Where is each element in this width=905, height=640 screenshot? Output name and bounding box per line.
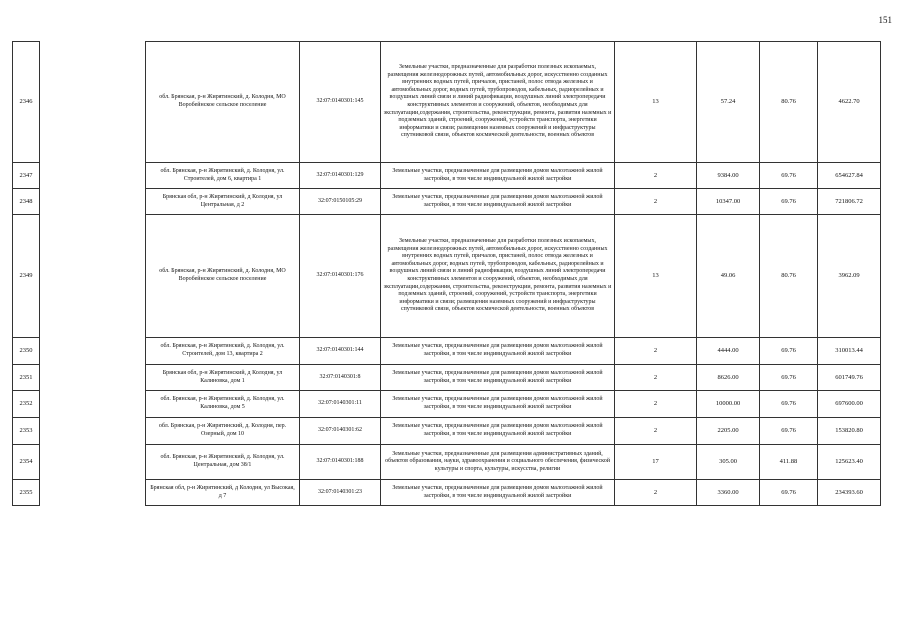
- rate-cell: 80.76: [760, 42, 818, 163]
- rate-cell: 69.76: [760, 365, 818, 391]
- rate-cell: 69.76: [760, 480, 818, 506]
- area-cell: 8626.00: [697, 365, 760, 391]
- area-cell: 3360.00: [697, 480, 760, 506]
- cadastral-number-cell: 32:07:0140301:145: [300, 42, 381, 163]
- blank-column: [40, 163, 146, 189]
- value-cell: 654627.84: [818, 163, 881, 189]
- land-use-cell: Земельные участки, предназначенные для размещения домов малоэтажной жилой застройки, в том числе индивидуальной жилой застройки: [381, 163, 615, 189]
- land-use-cell: Земельные участки, предназначенные для разработки полезных ископаемых, размещения железнодорожных путей, автомобильных дорог, искусственно созданных внутренних водных путей, причалов, пристаней, полос отвода железных и автомобильных дорог, водных путей, трубопроводов, кабельных, радиорелейных и воздушных линий связи и линий радиофикации, воздушных линий электропередачи конструктивных элементов и сооружений, объектов, необходимых для эксплуатации,содержания, строительства, реконструкции, ремонта, развития наземных и подземных зданий, строений, сооружений, устройств транспорта, энергетики информатики и связи; размещения наземных сооружений и инфраструктуры спутниковой связи, объектов космической деятельности, военных объектов: [381, 215, 615, 338]
- cadastral-number-cell: 32:07:0140301:23: [300, 480, 381, 506]
- table-row: [13, 418, 881, 445]
- table-row: [13, 391, 881, 418]
- cadastral-number-cell: 32:07:0140301:129: [300, 163, 381, 189]
- table-row: [13, 445, 881, 480]
- land-use-cell: Земельные участки, предназначенные для размещения домов малоэтажной жилой застройки, в том числе индивидуальной жилой застройки: [381, 365, 615, 391]
- cadastral-number-cell: 32:07:0140301:144: [300, 338, 381, 365]
- area-cell: 49.06: [697, 215, 760, 338]
- address-cell: Брянская обл, р-н Жирятинский, д Колодня, ул Высокая, д 7: [146, 480, 300, 506]
- area-cell: 10347.00: [697, 189, 760, 215]
- area-cell: 57.24: [697, 42, 760, 163]
- value-cell: 310013.44: [818, 338, 881, 365]
- row-id: 2349: [13, 215, 40, 338]
- address-cell: Брянская обл, р-н Жирятинский, д Колодня, ул Центральная, д 2: [146, 189, 300, 215]
- row-id: 2347: [13, 163, 40, 189]
- table-row: [13, 215, 881, 338]
- group-cell: 2: [615, 391, 697, 418]
- cadastral-number-cell: 32:07:0140301:11: [300, 391, 381, 418]
- area-cell: 9384.00: [697, 163, 760, 189]
- address-cell: обл. Брянская, р-н Жирятинский, д. Колодня, пер. Озерный, дом 10: [146, 418, 300, 445]
- cadastral-table: [12, 41, 881, 506]
- value-cell: 3962.09: [818, 215, 881, 338]
- cadastral-number-cell: 32:07:0140301:188: [300, 445, 381, 480]
- row-id: 2353: [13, 418, 40, 445]
- cadastral-number-cell: 32:07:0150105:29: [300, 189, 381, 215]
- value-cell: 601749.76: [818, 365, 881, 391]
- group-cell: 2: [615, 189, 697, 215]
- row-id: 2354: [13, 445, 40, 480]
- area-cell: 10000.00: [697, 391, 760, 418]
- row-id: 2355: [13, 480, 40, 506]
- blank-column: [40, 338, 146, 365]
- table-row: [13, 338, 881, 365]
- cadastral-number-cell: 32:07:0140301:8: [300, 365, 381, 391]
- value-cell: 4622.70: [818, 42, 881, 163]
- table-row: [13, 42, 881, 163]
- blank-column: [40, 418, 146, 445]
- land-use-cell: Земельные участки, предназначенные для размещения административных зданий, объектов образования, науки, здравоохранения и социального обеспечения, физической культуры и спорта, культуры, искусства, религии: [381, 445, 615, 480]
- table-row: [13, 365, 881, 391]
- group-cell: 2: [615, 163, 697, 189]
- table-row: [13, 189, 881, 215]
- value-cell: 125623.40: [818, 445, 881, 480]
- blank-column: [40, 215, 146, 338]
- row-id: 2351: [13, 365, 40, 391]
- group-cell: 2: [615, 365, 697, 391]
- blank-column: [40, 365, 146, 391]
- land-use-cell: Земельные участки, предназначенные для размещения домов малоэтажной жилой застройки, в том числе индивидуальной жилой застройки: [381, 391, 615, 418]
- page-number: 151: [878, 15, 892, 25]
- address-cell: обл. Брянская, р-н Жирятинский, д. Колодня, МО Воробейнское сельское поселение: [146, 42, 300, 163]
- land-use-cell: Земельные участки, предназначенные для размещения домов малоэтажной жилой застройки, в том числе индивидуальной жилой застройки: [381, 480, 615, 506]
- group-cell: 2: [615, 338, 697, 365]
- land-use-cell: Земельные участки, предназначенные для размещения домов малоэтажной жилой застройки, в том числе индивидуальной жилой застройки: [381, 189, 615, 215]
- blank-column: [40, 480, 146, 506]
- rate-cell: 69.76: [760, 391, 818, 418]
- blank-column: [40, 42, 146, 163]
- blank-column: [40, 391, 146, 418]
- address-cell: обл. Брянская, р-н Жирятинский, д. Колодня, ул. Центральная, дом 38/1: [146, 445, 300, 480]
- area-cell: 4444.00: [697, 338, 760, 365]
- row-id: 2352: [13, 391, 40, 418]
- rate-cell: 69.76: [760, 189, 818, 215]
- group-cell: 17: [615, 445, 697, 480]
- value-cell: 153820.80: [818, 418, 881, 445]
- table-row: [13, 480, 881, 506]
- rate-cell: 69.76: [760, 418, 818, 445]
- group-cell: 13: [615, 42, 697, 163]
- row-id: 2350: [13, 338, 40, 365]
- rate-cell: 80.76: [760, 215, 818, 338]
- blank-column: [40, 445, 146, 480]
- group-cell: 2: [615, 418, 697, 445]
- address-cell: обл. Брянская, р-н Жирятинский, д. Колодня, ул. Калиновка, дом 5: [146, 391, 300, 418]
- blank-column: [40, 189, 146, 215]
- area-cell: 305.00: [697, 445, 760, 480]
- row-id: 2348: [13, 189, 40, 215]
- cadastral-number-cell: 32:07:0140301:176: [300, 215, 381, 338]
- rate-cell: 69.76: [760, 163, 818, 189]
- land-use-cell: Земельные участки, предназначенные для размещения домов малоэтажной жилой застройки, в том числе индивидуальной жилой застройки: [381, 418, 615, 445]
- value-cell: 721806.72: [818, 189, 881, 215]
- address-cell: Брянская обл, р-н Жирятинский, д Колодня, ул Калиновка, дом 1: [146, 365, 300, 391]
- land-use-cell: Земельные участки, предназначенные для размещения домов малоэтажной жилой застройки, в том числе индивидуальной жилой застройки: [381, 338, 615, 365]
- rate-cell: 411.88: [760, 445, 818, 480]
- row-id: 2346: [13, 42, 40, 163]
- land-use-cell: Земельные участки, предназначенные для разработки полезных ископаемых, размещения железнодорожных путей, автомобильных дорог, искусственно созданных внутренних водных путей, причалов, пристаней, полос отвода железных и автомобильных дорог, водных путей, трубопроводов, кабельных, радиорелейных и воздушных линий связи и линий радиофикации, воздушных линий электропередачи конструктивных элементов и сооружений, объектов, необходимых для эксплуатации,содержания, строительства, реконструкции, ремонта, развития наземных и подземных зданий, строений, сооружений, устройств транспорта, энергетики информатики и связи; размещения наземных сооружений и инфраструктуры спутниковой связи, объектов космической деятельности, военных объектов: [381, 42, 615, 163]
- value-cell: 697600.00: [818, 391, 881, 418]
- address-cell: обл. Брянская, р-н Жирятинский, д. Колодня, ул. Строителей, дом 13, квартира 2: [146, 338, 300, 365]
- group-cell: 2: [615, 480, 697, 506]
- address-cell: обл. Брянская, р-н Жирятинский, д. Колодня, МО Воробейнское сельское поселение: [146, 215, 300, 338]
- rate-cell: 69.76: [760, 338, 818, 365]
- area-cell: 2205.00: [697, 418, 760, 445]
- group-cell: 13: [615, 215, 697, 338]
- cadastral-number-cell: 32:07:0140301:62: [300, 418, 381, 445]
- table-row: [13, 163, 881, 189]
- value-cell: 234393.60: [818, 480, 881, 506]
- address-cell: обл. Брянская, р-н Жирятинский, д. Колодня, ул. Строителей, дом 6, квартира 1: [146, 163, 300, 189]
